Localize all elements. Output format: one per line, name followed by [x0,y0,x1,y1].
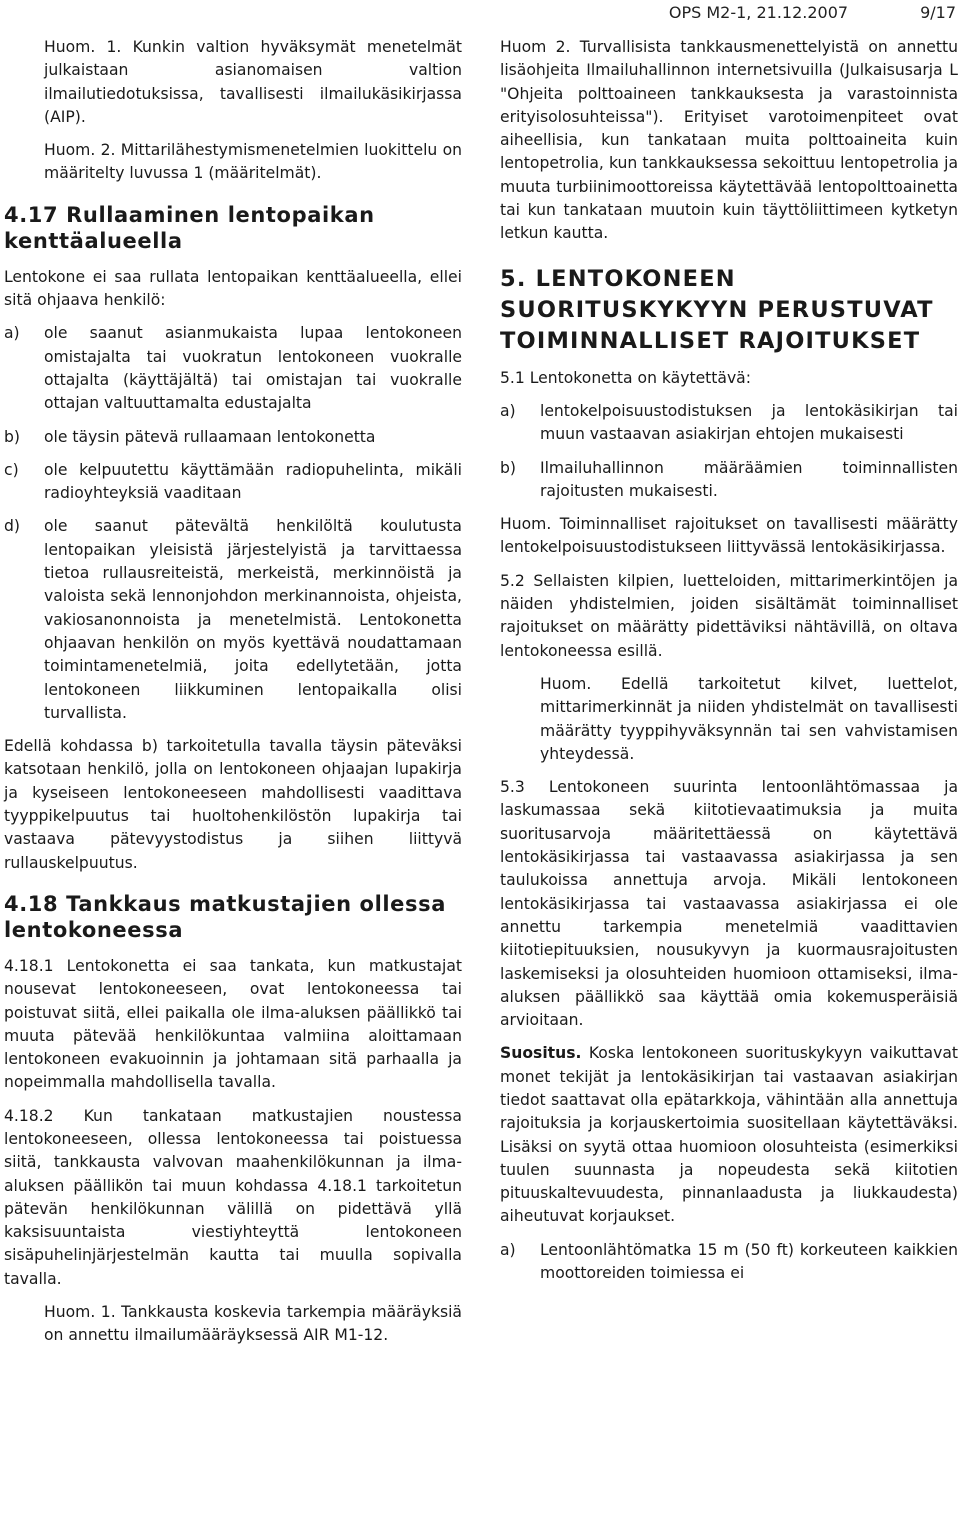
note-2-fuelling: Huom 2. Turvallisista tankkausmenettelyistä on annettu lisäohjeita Ilmailuhallinnon internetsivuilla (Julkaisusarja L "Ohjeita polttoaineen tankkauksesta ja varastoinnista erityisolosuhteissa"). Erityiset varotoimenpiteet ovat aiheellisia, kun tankataan muita polttoaineita kuin lentopetrolia, kun tankkauksessa sekoittuu lentopetrolia ja muuta turbiinimoottoreissa käytettävää lentopolttoainetta tai kun tankataan muutoin kuin täyttöliittimeen kytketyn letkun kautta. [500,38,958,243]
section-4-18-1: 4.18.1 Lentokonetta ei saa tankata, kun matkustajat nousevat lentokoneeseen, ovat lentokoneessa tai poistuvat siitä, ellei paikalla ole ilma-aluksen päällikkö tai muuta pätevää henkilökuntaa valmiina aloittamaan lentokoneen evakuoinnin ja johtamaan sitä parhaalla ja nopeimmalla mahdollisella tavalla. [4,956,462,1092]
list-text: lentokelpoisuustodistuksen ja lentokäsikirjan tai muun vastaavan asiakirjan ehtojen mukaisesti [540,401,958,444]
section-5-2: 5.2 Sellaisten kilpien, luetteloiden, mittarimerkintöjen ja näiden yhdistelmien, joiden sisältämät toiminnalliset rajoitukset on määrätty pidettäviksi nähtävillä, on oltava lentokoneessa esillä. [500,571,958,660]
document-id: OPS M2-1, 21.12.2007 [668,3,849,22]
list-text: Lentoonlähtömatka 15 m (50 ft) korkeuteen kaikkien moottoreiden toimiessa ei [540,1240,958,1283]
recommendation-text: Koska lentokoneen suorituskykyyn vaikuttavat monet tekijät ja lentokäsikirjan tai vastaavan asiakirjan tiedot saattavat olla epätarkkoja, vähintään alla annettuja rajoituksia ja korjauskertoimia suositellaan käytettäväksi. Lisäksi on syytä ottaa huomioon olosuhteista (esimerkiksi tuulen suunnasta ja nopeudesta sekä kiitotien pituuskaltevuudesta, pinnanlaadusta ja liukkaudesta) aiheutuvat korjaukset. [500,1044,958,1226]
list-label: a) [500,401,516,420]
recommendation-label: Suositus. [500,1044,582,1063]
section-5-1-note: Huom. Toiminnalliset rajoitukset on tavallisesti määrätty lentokelpoisuustodistukseen liittyvässä lentokäsikirjassa. [500,515,958,557]
page-number: 9/17 [920,3,956,22]
list-item-a [4,322,462,415]
section-5-1: 5.1 Lentokonetta on käytettävä: [500,368,751,387]
list-item-c [4,459,462,506]
chapter-5-title: 5. LENTOKONEEN SUORITUSKYKYYN PERUSTUVAT TOIMINNALLISET RAJOITUKSET [500,265,934,354]
section-4-18-title: 4.18 Tankkaus matkustajien ollessa lentokoneessa [4,891,446,942]
right-column [500,36,958,1295]
list-label: c) [4,460,19,479]
list-text: ole täysin pätevä rullaamaan lentokonetta [44,427,376,446]
section-5-2-note: Huom. Edellä tarkoitetut kilvet, luettelot, mittarimerkinnät ja niiden yhdistelmät on tavallisesti määrätty tyyppihyväksynnän tai sen vahvistamisen yhteydessä. [540,674,958,763]
left-column [4,36,462,1358]
section-5-3: 5.3 Lentokoneen suurinta lentoonlähtömassaa ja laskumassaa sekä kiitotievaatimuksia ja muita suoritusarvoja määritettäessä on käytettävä lentokäsikirjassa tai vastaavassa asiakirjassa ja sen taulukoissa annettuja arvoja. Mikäli lentokoneen lentokäsikirjassa tai vastaavassa asiakirjassa ei ole annettu tarkempia menetelmiä vaadittavien kiitotiepituuksien, nousukyvyn ja kuormausrajoitusten laskemiseksi ja olosuhteiden huomioon ottamiseksi, ilma-aluksen päällikkö saa käyttää omia kokemusperäisiä arvioitaan. [500,778,958,1030]
section-4-17-intro: Lentokone ei saa rullata lentopaikan kenttäalueella, ellei sitä ohjaava henkilö: [4,267,462,310]
list-item-b [4,426,462,449]
section-4-17-title: 4.17 Rullaaminen lentopaikan kenttäalueella [4,202,375,253]
list-item-b [500,457,958,504]
list-label: b) [500,458,516,477]
page-header [669,0,956,26]
list-text-wrapper [44,515,462,725]
recommendation-paragraph [500,1042,958,1228]
list-item-a-final [500,1239,958,1286]
list-text: ole saanut pätevältä henkilöltä koulutusta lentopaikan yleisistä järjestelyistä ja tarvittaessa tietoa rullausreiteistä, merkeistä, merkinnöistä ja valoista sekä lennonjohdon merkinannoista, ohjeista, vakiosanonnoista ja menetelmistä. [44,517,462,629]
list-label: a) [500,1240,516,1259]
list-text: Ilmailuhallinnon määräämien toiminnallisten rajoitusten mukaisesti. [540,458,958,500]
section-4-18-2: 4.18.2 Kun tankataan matkustajien noustessa lentokoneeseen, ollessa lentokoneessa tai poistuessa siitä, tankkausta valvovan maahenkilökunnan ja ilma-aluksen päällikön tai muun kohdassa 4.18.1 tarkoitetun pätevän henkilökunnan välillä on pidettävä yllä kaksisuuntaista viestiyhteyttä lentokoneen sisäpuhelinjärjestelmän kautta tai muulla sopivalla tavalla. [4,1106,462,1288]
list-label: b) [4,427,20,446]
note-2: Huom. 2. Mittarilähestymismenetelmien luokittelu on määritelty luvussa 1 (määritelmät). [44,141,462,183]
list-text: ole saanut asianmukaista lupaa lentokoneen omistajalta tai vuokratun lentokoneen vuokralle ottajalta (käyttäjältä) tai omistajan tai vuokralle ottajan valtuuttamalta edustajalta [44,324,462,413]
section-4-17-paragraph: Edellä kohdassa b) tarkoitetulla tavalla täysin päteväksi katsotaan henkilö, jolla on lentokoneen ohjaajan lupakirja ja kyseiseen lentokoneeseen mahdollisesti vaadittava tyyppikelpuutus tai huoltohenkilöstön lupakirja tai vastaava pätevyystodistus ja siihen liittyvä rullauskelpuutus. [4,737,462,872]
note-1: Huom. 1. Kunkin valtion hyväksymät menetelmät julkaistaan asianomaisen valtion ilmailutiedotuksissa, tavallisesti ilmailukäsikirjassa (AIP). [44,38,462,126]
section-4-18-note-1: Huom. 1. Tankkausta koskevia tarkempia määräyksiä on annettu ilmailumääräyksessä AIR M1-12. [44,1303,462,1345]
list-item-d [4,515,462,725]
list-text: ole kelpuutettu käyttämään radiopuhelinta, mikäli radioyhteyksiä vaaditaan [44,460,462,503]
list-label: d) [4,517,20,536]
list-text-continuation: Lentokonetta ohjaavan henkilön on myös kyettävä noudattamaan toimintamenetelmiä, joita edellytetään, jotta lentokoneen liikkuminen lentopaikalla olisi turvallista. [44,610,462,722]
list-item-a [500,400,958,447]
list-label: a) [4,324,20,343]
